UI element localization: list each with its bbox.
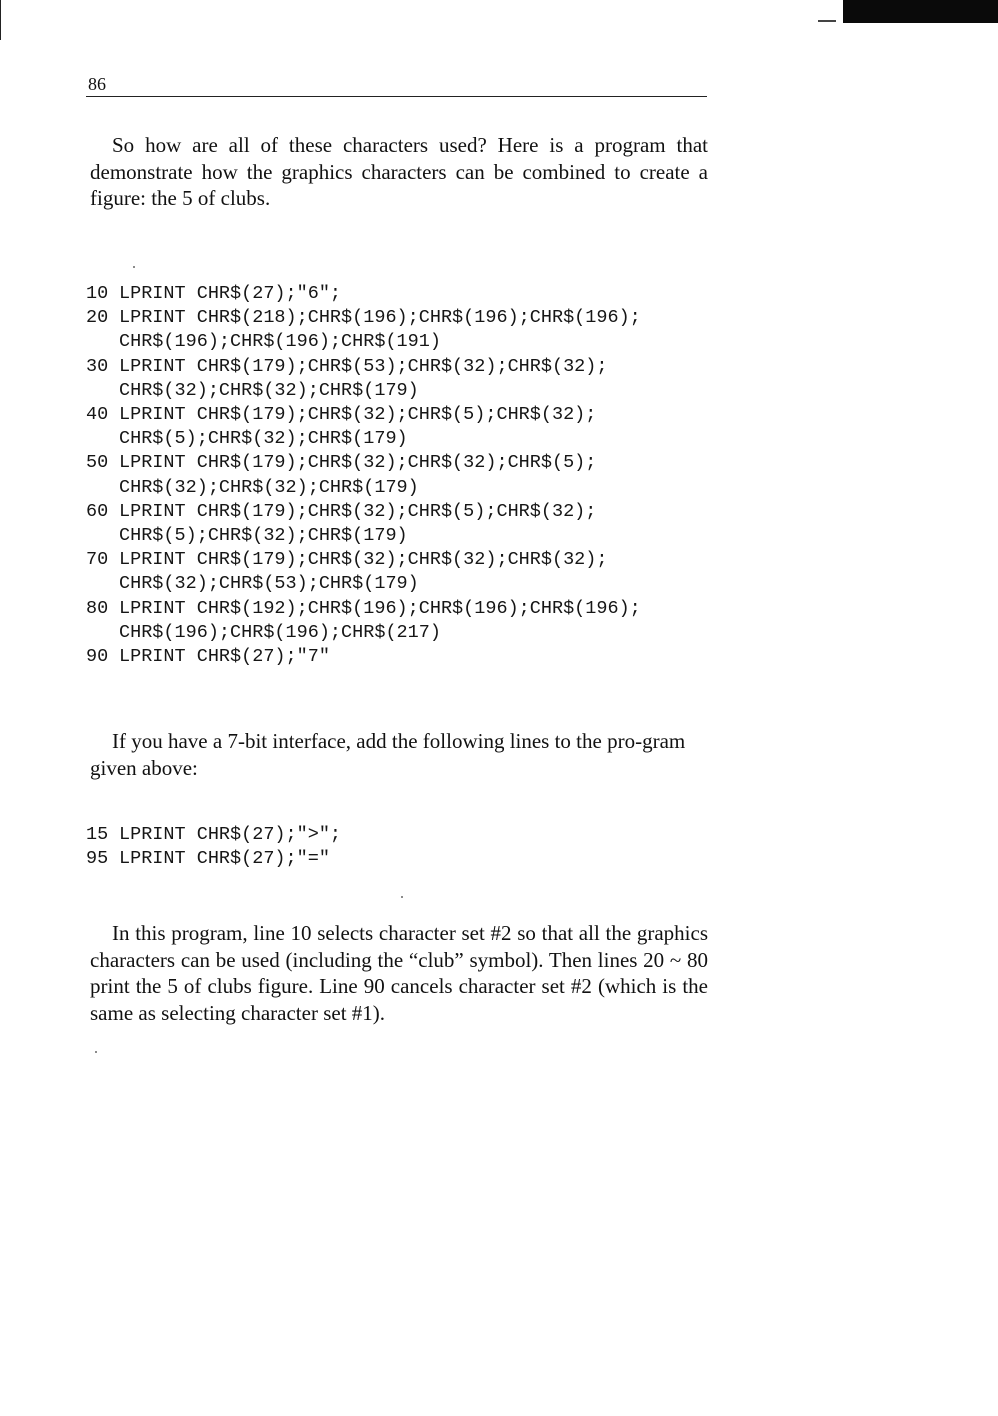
- line-number: 90: [86, 646, 109, 668]
- code-line: [86, 548, 641, 572]
- line-number: 20: [86, 307, 109, 329]
- code-line: [86, 306, 641, 330]
- addon-program-listing: [86, 823, 341, 871]
- interface-paragraph: If you have a 7-bit interface, add the following lines to the pro-gram given above:: [90, 729, 686, 780]
- line-number: 70: [86, 549, 109, 571]
- code-statement: LPRINT CHR$(179);CHR$(32);CHR$(5);CHR$(32);: [119, 500, 597, 522]
- code-statement: LPRINT CHR$(27);"7": [119, 646, 330, 668]
- line-number: 15: [86, 824, 109, 845]
- scan-artifact-bar: [843, 0, 998, 23]
- page-number: 86: [88, 74, 106, 94]
- intro-paragraph: So how are all of these characters used? Here is a program that demonstrate how the graphics characters can be combined to create a figure: the 5 of clubs.: [90, 133, 708, 210]
- code-continuation: CHR$(5);CHR$(32);CHR$(179): [119, 525, 408, 547]
- scan-border-edge: [0, 0, 1, 40]
- line-number: 30: [86, 355, 109, 377]
- code-statement: LPRINT CHR$(179);CHR$(53);CHR$(32);CHR$(32);: [119, 355, 608, 377]
- code-continuation: CHR$(196);CHR$(196);CHR$(191): [119, 331, 441, 353]
- code-line: [86, 403, 641, 427]
- code-continuation: CHR$(196);CHR$(196);CHR$(217): [119, 621, 441, 643]
- code-statement: LPRINT CHR$(27);"6";: [119, 283, 342, 304]
- code-line: [86, 645, 641, 669]
- explain-paragraph: In this program, line 10 selects character set #2 so that all the graphics characters can be used (including the “club” symbol). Then lines 20 ~ 80 print the 5 of clubs figure. Line 90 cancels character set #2 (which is the same as selecting character set #1).: [90, 921, 708, 1025]
- code-statement: LPRINT CHR$(179);CHR$(32);CHR$(5);CHR$(32);: [119, 404, 597, 426]
- header-rule: [86, 96, 707, 97]
- scan-speck: [95, 1051, 97, 1053]
- line-number: 60: [86, 500, 109, 522]
- line-number: 80: [86, 597, 109, 619]
- code-line: [86, 500, 641, 524]
- code-continuation: CHR$(32);CHR$(32);CHR$(179): [119, 476, 419, 498]
- code-line: [86, 451, 641, 475]
- main-program-listing: [86, 282, 641, 669]
- scan-artifact-dash: [818, 20, 836, 22]
- line-number: 40: [86, 404, 109, 426]
- code-line: [86, 823, 341, 847]
- scan-speck: [133, 266, 135, 268]
- code-statement: LPRINT CHR$(218);CHR$(196);CHR$(196);CHR$(196);: [119, 307, 641, 329]
- code-statement: LPRINT CHR$(27);">";: [119, 824, 342, 845]
- code-line: [86, 355, 641, 379]
- code-statement: LPRINT CHR$(27);"=": [119, 848, 330, 870]
- code-line: [86, 597, 641, 621]
- code-line: [86, 847, 341, 871]
- code-line: [86, 282, 641, 306]
- line-number: 95: [86, 848, 109, 870]
- code-statement: LPRINT CHR$(179);CHR$(32);CHR$(32);CHR$(32);: [119, 549, 608, 571]
- code-continuation: CHR$(32);CHR$(53);CHR$(179): [119, 573, 419, 595]
- code-continuation: CHR$(32);CHR$(32);CHR$(179): [119, 379, 419, 401]
- line-number: 10: [86, 283, 109, 304]
- scan-speck: [401, 896, 403, 898]
- line-number: 50: [86, 452, 109, 474]
- code-statement: LPRINT CHR$(179);CHR$(32);CHR$(32);CHR$(5);: [119, 452, 597, 474]
- code-statement: LPRINT CHR$(192);CHR$(196);CHR$(196);CHR$(196);: [119, 597, 641, 619]
- code-continuation: CHR$(5);CHR$(32);CHR$(179): [119, 428, 408, 450]
